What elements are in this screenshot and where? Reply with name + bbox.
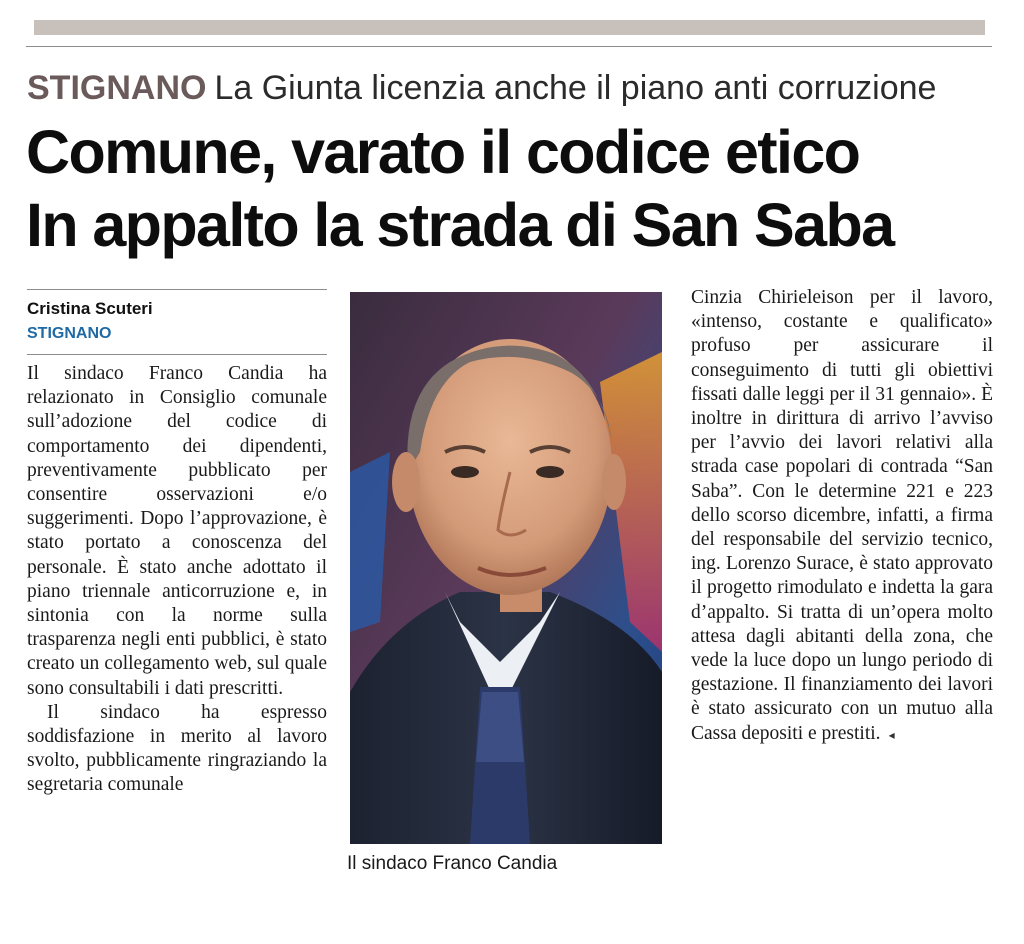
byline-rule-top — [27, 289, 327, 290]
article-paragraph — [691, 286, 993, 747]
top-bar — [34, 20, 985, 35]
photo-caption: Il sindaco Franco Candia — [347, 853, 558, 874]
article-paragraph: Il sindaco ha espresso soddisfazione in merito al lavoro svolto, pubblicamente ringraziando la segretaria comunale — [27, 701, 327, 796]
portrait-illustration — [350, 292, 662, 844]
article-column-1 — [27, 362, 327, 798]
headline — [26, 116, 1001, 262]
portrait-photo — [350, 292, 662, 844]
kicker-location: STIGNANO — [27, 69, 207, 107]
article-column-3 — [691, 286, 993, 747]
top-rule — [26, 46, 992, 47]
kicker — [27, 68, 936, 108]
headline-line-2: In appalto la strada di San Saba — [26, 191, 894, 259]
article-paragraph: Il sindaco Franco Candia ha relazionato in Consiglio comunale sull’adozione del codice di comportamento dei dipendenti, preventivamente pubblicato per consentire osservazioni e/o suggerimenti. Dopo l’approvazione, è stato portato a conoscenza del personale. È stato anche adottato il piano triennale anticorruzione e, in sintonia con la norme sulla trasparenza negli enti pubblici, è stato creato un collegamento web, sul quale sono consultabili i dati prescritti. — [27, 363, 327, 699]
headline-line-1: Comune, varato il codice etico — [26, 118, 860, 186]
byline-rule-bottom — [27, 354, 327, 355]
author-name: Cristina Scuteri — [27, 299, 153, 318]
dateline: STIGNANO — [27, 325, 112, 342]
end-mark-icon: ◂ — [888, 727, 895, 742]
kicker-text: La Giunta licenzia anche il piano anti corruzione — [214, 69, 937, 107]
article-paragraph-text: Cinzia Chirieleison per il lavoro, «intenso, costante e qualificato» profuso per assicurare il conseguimento di tutti gli obiettivi fissati dalle leggi per il 31 gennaio». È inoltre in dirittura di arrivo l’avviso per l’avvio dei lavori relativi alla strada case popolari di contrada “San Saba”. Con le determine 221 e 223 dello scorso dicembre, infatti, a firma del responsabile del servizio tecnico, ing. Lorenzo Surace, è stato approvato il progetto rimodulato e indetta la gara d’appalto. Si tratta di un’opera molto attesa dagli abitanti della zona, che vede la luce dopo un lungo periodo di gestazione. Il finanziamento dei lavori è stato assicurato con un mutuo alla Cassa depositi e prestiti. — [691, 287, 993, 744]
